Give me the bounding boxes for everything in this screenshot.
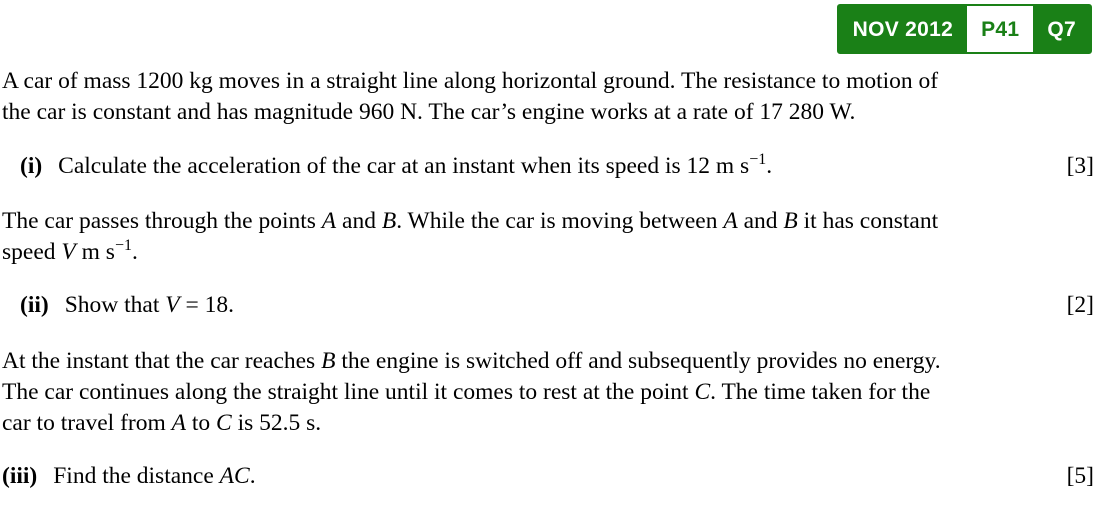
part-iii-marks: [5] <box>1066 463 1094 490</box>
spacer <box>2 129 1094 151</box>
question-part-iii <box>2 461 1094 492</box>
para1-line2-b: m s <box>75 239 115 265</box>
badge-session: NOV 2012 <box>852 17 954 41</box>
part-iii-text-end: . <box>249 463 256 490</box>
para1-line1-d: and <box>737 207 784 234</box>
point-b: B <box>381 207 397 234</box>
para1-superscript: −1 <box>114 237 132 255</box>
badge-question: Q7 <box>1047 17 1076 41</box>
part-ii-text: Show that <box>64 292 166 319</box>
point-a-2: A <box>723 207 738 234</box>
part-i-marks: [3] <box>1066 152 1094 179</box>
spacer <box>2 439 1094 461</box>
point-c: C <box>694 378 711 405</box>
spacer <box>2 268 1094 290</box>
part-ii-marks: [2] <box>1066 292 1094 319</box>
part-ii-text-end: = 18. <box>179 292 234 319</box>
question-stem <box>2 66 1094 129</box>
para2-line1-b: the engine is switched off and subsequently provides no energy. <box>335 347 941 374</box>
part-ii-label: (ii) <box>20 292 49 319</box>
question-body <box>2 66 1094 493</box>
point-b-2: B <box>783 207 798 234</box>
para1-line1-c: . While the car is moving between <box>396 207 724 234</box>
spacer <box>2 322 1094 346</box>
part-i-text: Calculate the acceleration of the car at an instant when its speed is 12 m s <box>58 152 750 179</box>
question-paragraph-1 <box>2 206 1094 269</box>
badge-paper: P41 <box>967 6 1033 52</box>
para1-line2-c: . <box>131 239 138 265</box>
part-i-text-end: . <box>766 152 773 179</box>
part-i-superscript: −1 <box>749 150 767 168</box>
question-part-ii <box>2 290 1094 321</box>
point-c-2: C <box>216 410 232 436</box>
point-b-3: B <box>321 347 336 374</box>
speed-variable: V <box>61 239 76 265</box>
segment-ac: AC <box>219 463 250 490</box>
para1-line1-b: and <box>336 207 382 234</box>
para2-line2-a: The car continues along the straight line until it comes to rest at the point <box>2 378 695 405</box>
para1-line2-a: speed <box>2 239 62 265</box>
question-part-i <box>2 151 1094 182</box>
spacer <box>2 182 1094 206</box>
para2-line1-a: At the instant that the car reaches <box>2 347 322 374</box>
stem-line-2: the car is constant and has magnitude 960 N. The car’s engine works at a rate of 17 280 W. <box>2 99 856 126</box>
part-ii-variable: V <box>165 292 180 319</box>
para2-line3-c: is 52.5 s. <box>231 410 322 436</box>
part-i-label: (i) <box>20 152 43 179</box>
para1-line1-a: The car passes through the points <box>2 207 322 234</box>
point-a-3: A <box>171 410 186 436</box>
exam-reference-badge <box>837 4 1092 54</box>
part-iii-label: (iii) <box>2 463 38 490</box>
point-a: A <box>321 207 337 234</box>
para2-line2-b: . The time taken for the <box>710 378 931 405</box>
para1-line1-e: it has constant <box>797 207 939 234</box>
question-paragraph-2 <box>2 346 1094 440</box>
para2-line3-a: car to travel from <box>2 410 172 436</box>
stem-line-1: A car of mass 1200 kg moves in a straight line along horizontal ground. The resistance to motion of <box>2 68 939 94</box>
para2-line3-b: to <box>186 410 217 436</box>
part-iii-text: Find the distance <box>53 463 220 490</box>
